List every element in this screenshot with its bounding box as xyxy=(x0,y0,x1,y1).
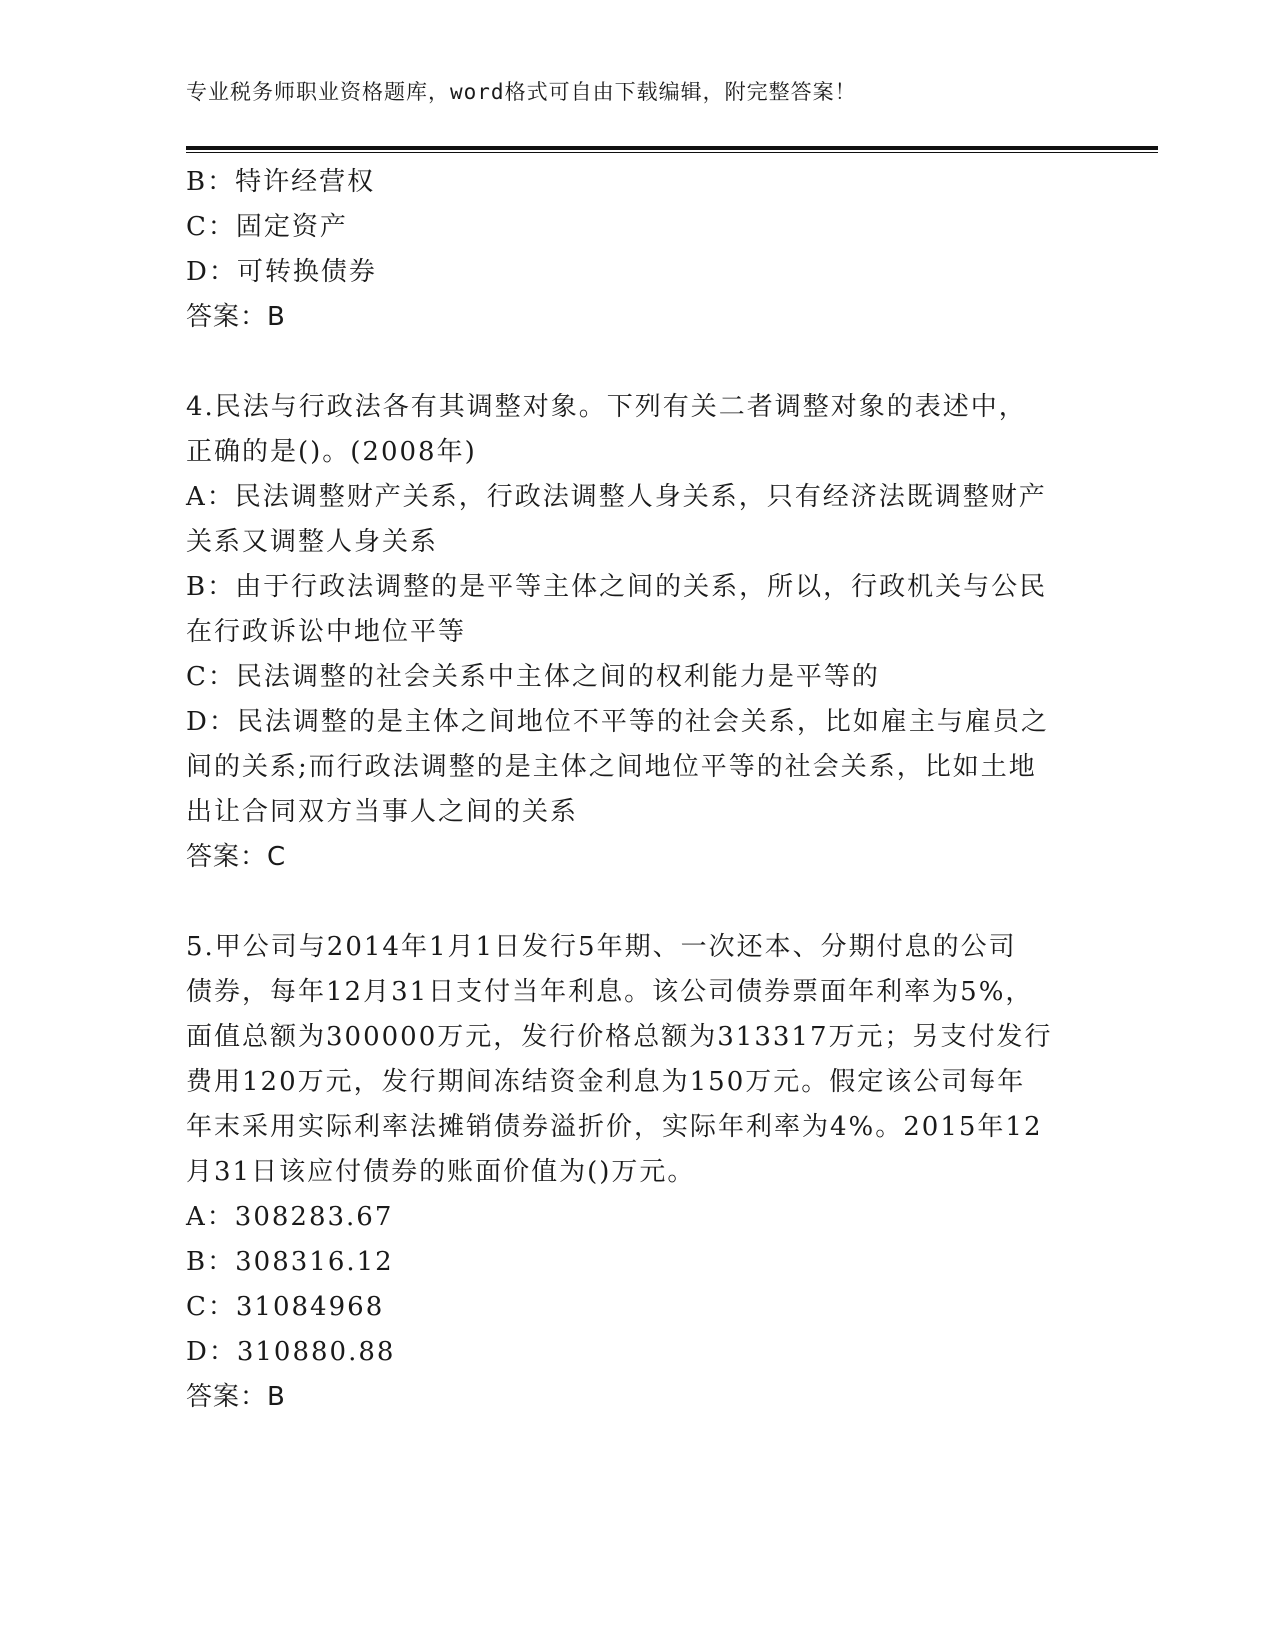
q5-option-c: C：31084968 xyxy=(186,1292,385,1322)
q4-stem-line: 正确的是()。(2008年) xyxy=(186,437,477,467)
header-rule xyxy=(186,146,1158,150)
q4-option-d: 出让合同双方当事人之间的关系 xyxy=(186,797,579,827)
q3-option-c: C：固定资产 xyxy=(186,212,348,242)
q3-option-d: D：可转换债券 xyxy=(186,257,377,287)
document-body xyxy=(186,160,1086,1420)
q5-stem-line: 费用120万元，发行期间冻结资金利息为150万元。假定该公司每年 xyxy=(186,1067,1026,1097)
q4-answer: 答案：C xyxy=(186,842,287,872)
q5-stem-line: 面值总额为300000万元，发行价格总额为313317万元；另支付发行 xyxy=(186,1022,1053,1052)
q4-stem-line: 4.民法与行政法各有其调整对象。下列有关二者调整对象的表述中， xyxy=(186,392,1027,422)
page-header: 专业税务师职业资格题库，word格式可自由下载编辑，附完整答案！ xyxy=(186,80,857,104)
q4-option-d: 间的关系;而行政法调整的是主体之间地位平等的社会关系，比如土地 xyxy=(186,752,1037,782)
q5-stem-line: 5.甲公司与2014年1月1日发行5年期、一次还本、分期付息的公司 xyxy=(186,932,1017,962)
q5-stem-line: 月31日该应付债券的账面价值为()万元。 xyxy=(186,1157,696,1187)
q4-option-d: D：民法调整的是主体之间地位不平等的社会关系，比如雇主与雇员之 xyxy=(186,707,1049,737)
q4-option-b: B：由于行政法调整的是平等主体之间的关系，所以，行政机关与公民 xyxy=(186,572,1048,602)
q5-option-d: D：310880.88 xyxy=(186,1337,396,1367)
q5-answer: 答案：B xyxy=(186,1382,286,1412)
q3-answer: 答案：B xyxy=(186,302,286,332)
q4-option-b: 在行政诉讼中地位平等 xyxy=(186,617,467,647)
q4-option-a: 关系又调整人身关系 xyxy=(186,527,439,557)
q4-option-c: C：民法调整的社会关系中主体之间的权利能力是平等的 xyxy=(186,662,880,692)
q3-option-b: B：特许经营权 xyxy=(186,167,376,197)
q5-stem-line: 年末采用实际利率法摊销债券溢折价，实际年利率为4%。2015年12 xyxy=(186,1112,1043,1142)
q5-option-a: A：308283.67 xyxy=(186,1202,394,1232)
q5-stem-line: 债券，每年12月31日支付当年利息。该公司债券票面年利率为5%， xyxy=(186,977,1034,1007)
q5-option-b: B：308316.12 xyxy=(186,1247,394,1277)
header-rule-thin xyxy=(186,152,1158,153)
q4-option-a: A：民法调整财产关系，行政法调整人身关系，只有经济法既调整财产 xyxy=(186,482,1047,512)
